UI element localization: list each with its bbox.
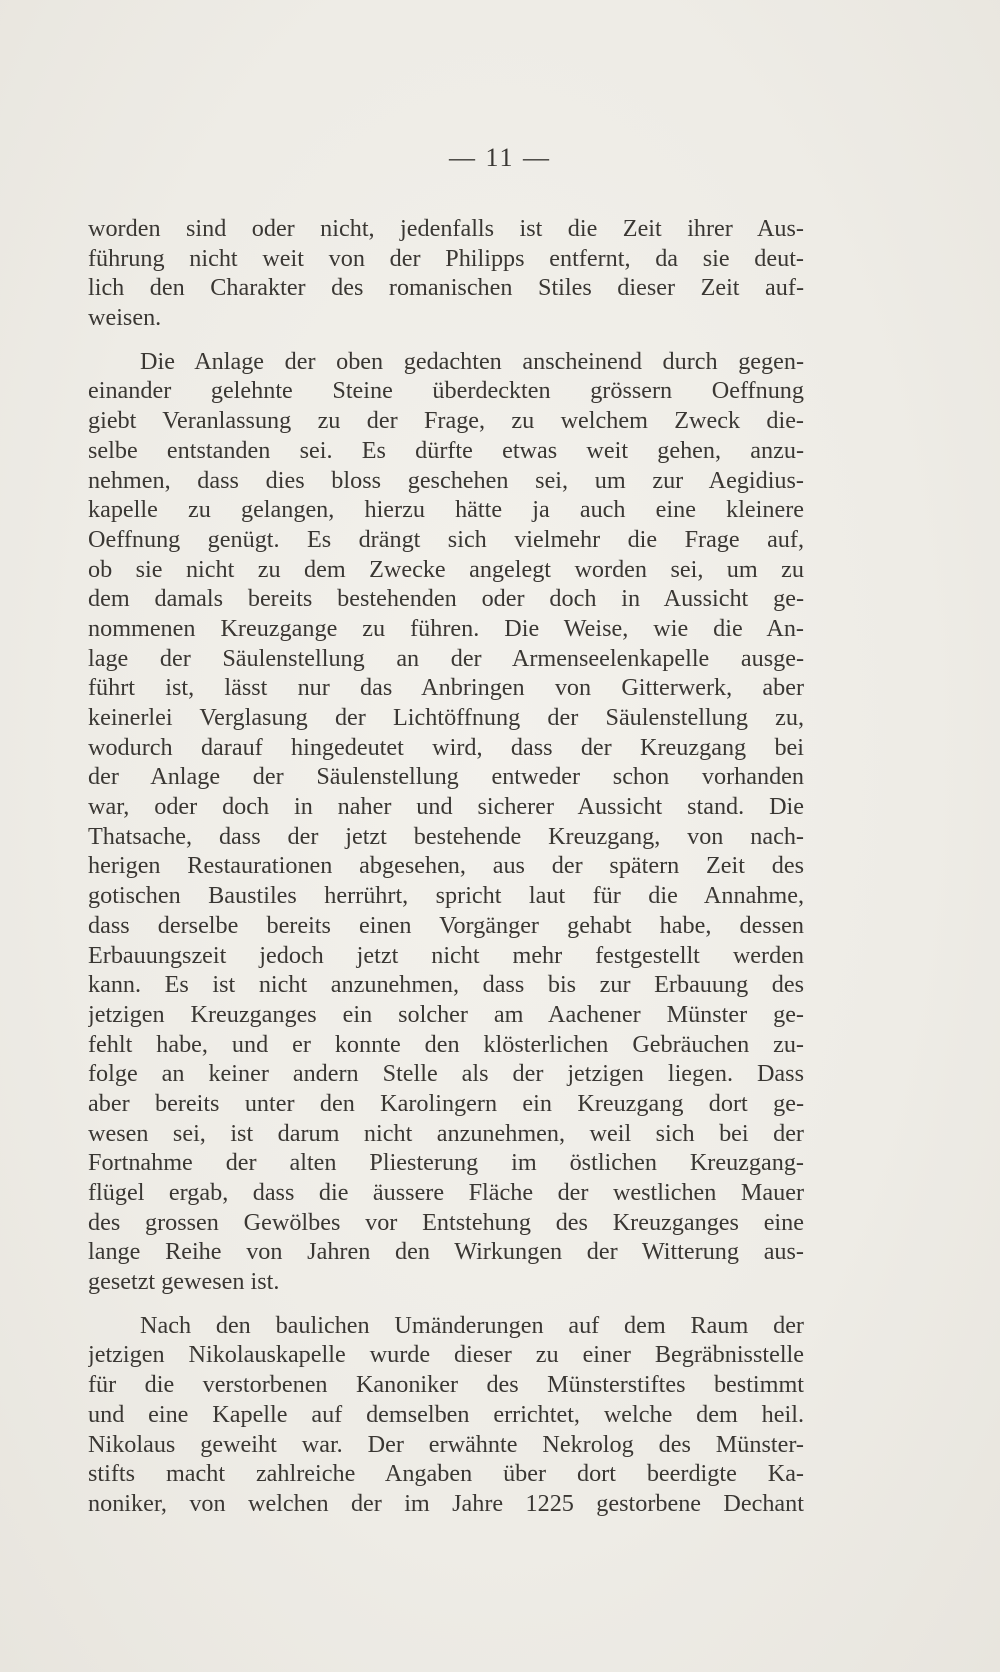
text-line: kapelle zu gelangen, hierzu hätte ja auch eine kleinere xyxy=(88,496,804,524)
text-line: war, oder doch in naher und sicherer Aussicht stand. Die xyxy=(88,793,804,821)
paragraph-2 xyxy=(88,347,804,1297)
page-number: — 11 — xyxy=(448,143,552,172)
text-line: fehlt habe, und er konnte den klösterlichen Gebräuchen zu- xyxy=(88,1030,804,1058)
text-line: dass derselbe bereits einen Vorgänger gehabt habe, dessen xyxy=(88,911,804,939)
text-line: ob sie nicht zu dem Zwecke angelegt worden sei, um zu xyxy=(88,555,804,583)
text-line: nehmen, dass dies bloss geschehen sei, um zur Aegidius- xyxy=(88,466,804,494)
text-line: führt ist, lässt nur das Anbringen von Gitterwerk, aber xyxy=(88,674,804,702)
text-line: kann. Es ist nicht anzunehmen, dass bis zur Erbauung des xyxy=(88,971,804,999)
text-line: Nach den baulichen Umänderungen auf dem Raum der xyxy=(140,1311,804,1339)
text-line: Thatsache, dass der jetzt bestehende Kreuzgang, von nach- xyxy=(88,822,804,850)
text-line: wesen sei, ist darum nicht anzunehmen, weil sich bei der xyxy=(88,1119,804,1147)
text-line: gotischen Baustiles herrührt, spricht laut für die Annahme, xyxy=(88,882,804,910)
text-line: herigen Restaurationen abgesehen, aus der spätern Zeit des xyxy=(88,852,804,880)
text-line: dem damals bereits bestehenden oder doch in Aussicht ge- xyxy=(88,585,804,613)
text-line: selbe entstanden sei. Es dürfte etwas weit gehen, anzu- xyxy=(88,436,804,464)
text-line: worden sind oder nicht, jedenfalls ist die Zeit ihrer Aus- xyxy=(88,215,804,242)
text-line: jetzigen Nikolauskapelle wurde dieser zu einer Begräbnisstelle xyxy=(88,1341,804,1369)
text-line: lage der Säulenstellung an der Armenseelenkapelle ausge- xyxy=(88,644,804,672)
text-line: der Anlage der Säulenstellung entweder schon vorhanden xyxy=(88,763,804,791)
text-line: Oeffnung genügt. Es drängt sich vielmehr die Frage auf, xyxy=(88,525,804,553)
text-line: Die Anlage der oben gedachten anscheinend durch gegen- xyxy=(140,347,804,375)
text-line: Nikolaus geweiht war. Der erwähnte Nekrolog des Münster- xyxy=(88,1430,804,1458)
text-line: keinerlei Verglasung der Lichtöffnung der Säulenstellung zu, xyxy=(88,704,804,731)
text-line: lich den Charakter des romanischen Stiles dieser Zeit auf- xyxy=(88,274,804,302)
body-text xyxy=(88,214,804,1519)
text-line: Erbauungszeit jedoch jetzt nicht mehr festgestellt werden xyxy=(88,941,804,969)
text-line: jetzigen Kreuzganges ein solcher am Aachener Münster ge- xyxy=(88,1000,804,1028)
text-line: giebt Veranlassung zu der Frage, zu welchem Zweck die- xyxy=(88,407,804,435)
text-line: für die verstorbenen Kanoniker des Münsterstiftes bestimmt xyxy=(88,1371,804,1399)
text-line: flügel ergab, dass die äussere Fläche der westlichen Mauer xyxy=(88,1179,804,1206)
text-line: Fortnahme der alten Pliesterung im östlichen Kreuzgang- xyxy=(88,1149,804,1177)
text-line: aber bereits unter den Karolingern ein Kreuzgang dort ge- xyxy=(88,1089,804,1117)
text-line: gesetzt gewesen ist. xyxy=(88,1268,280,1296)
text-line: wodurch darauf hingedeutet wird, dass der Kreuzgang bei xyxy=(88,733,804,761)
text-line: und eine Kapelle auf demselben errichtet, welche dem heil. xyxy=(88,1400,804,1428)
text-line: einander gelehnte Steine überdeckten grössern Oeffnung xyxy=(88,377,804,405)
text-line: stifts macht zahlreiche Angaben über dort beerdigte Ka- xyxy=(88,1460,804,1488)
text-line: lange Reihe von Jahren den Wirkungen der Witterung aus- xyxy=(88,1238,804,1266)
paragraph-gap xyxy=(88,1297,804,1311)
paragraph-gap xyxy=(88,333,804,347)
text-line: weisen. xyxy=(88,304,162,332)
text-line: noniker, von welchen der im Jahre 1225 gestorbene Dechant xyxy=(88,1489,804,1517)
text-line: folge an keiner andern Stelle als der jetzigen liegen. Dass xyxy=(88,1060,804,1088)
text-line: nommenen Kreuzgange zu führen. Die Weise, wie die An- xyxy=(88,614,804,642)
text-line: des grossen Gewölbes vor Entstehung des Kreuzganges eine xyxy=(88,1208,804,1236)
paragraph-1 xyxy=(88,214,804,333)
paragraph-3 xyxy=(88,1311,804,1519)
text-line: führung nicht weit von der Philipps entfernt, da sie deut- xyxy=(88,244,804,272)
